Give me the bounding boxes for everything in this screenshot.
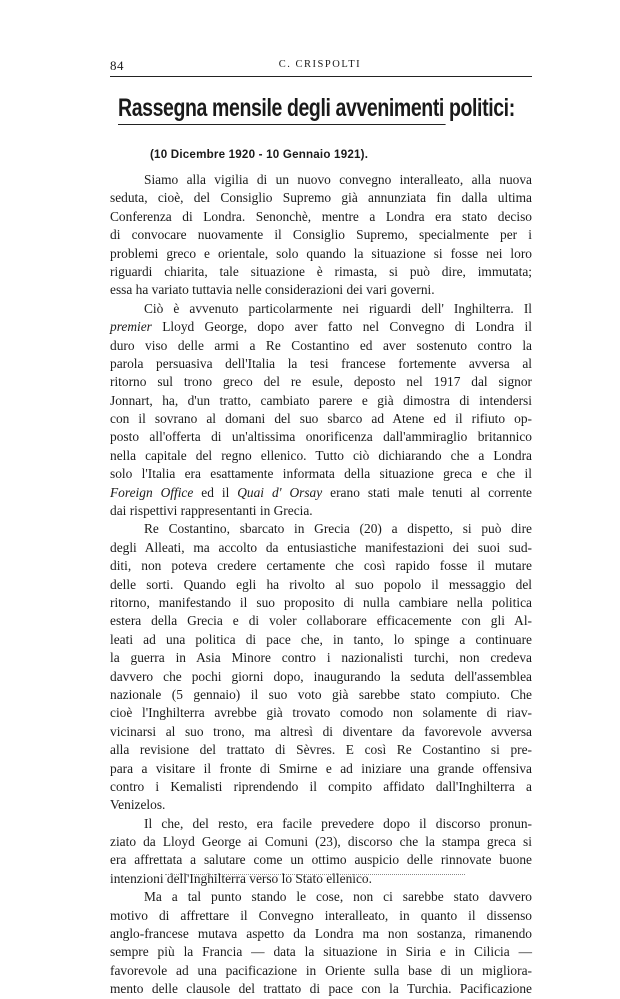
- line-text: Lloyd George, dopo aver fatto nel Convegno di Londra il: [151, 319, 532, 335]
- text-line: [110, 649, 532, 667]
- line-text: duro viso delle armi a Re Costantino ed aver sostenuto contro la: [110, 337, 532, 353]
- text-line: [110, 594, 532, 612]
- text-line: [110, 373, 532, 391]
- line-text: leati ad una politica di pace che, in tanto, lo spinge a continuare: [110, 631, 532, 647]
- text-line: [110, 355, 532, 373]
- header-rule: [110, 76, 532, 77]
- italic-text: Foreign Office: [110, 484, 194, 500]
- line-text: riguardi chiarita, tale situazione è rimasta, si può dire, immutata;: [110, 263, 532, 279]
- line-text: favorevole ad una pacificazione in Oriente sulla base di un migliora-: [110, 962, 532, 978]
- line-text: dai rispettivi rappresentanti in Grecia.: [110, 503, 313, 519]
- text-line: [110, 796, 532, 814]
- running-head: C. CRISPOLTI: [278, 59, 362, 70]
- line-text: problemi greco e orientale, solo quando la situazione si fosse nei loro: [110, 245, 532, 261]
- text-line: [110, 851, 532, 869]
- line-text: Venizelos.: [110, 797, 166, 813]
- text-line: [110, 631, 532, 649]
- text-line: [110, 189, 532, 207]
- text-line: [110, 392, 532, 410]
- text-line: [110, 962, 532, 980]
- line-text: degli Alleati, ma accolto da entusiastiche manifestazioni dei suoi sud-: [110, 539, 532, 555]
- line-text: seduta, cioè, del Consiglio Supremo già annunziata fin dalla ultima: [110, 190, 532, 206]
- text-line: [110, 870, 532, 888]
- line-text: ed il: [193, 484, 238, 500]
- line-text: intenzioni dell'Inghilterra verso lo Stato ellenico.: [110, 870, 372, 886]
- line-text: essa ha variato tuttavia nelle considerazioni dei vari governi.: [110, 282, 435, 298]
- line-text: ziato da Lloyd George ai Comuni (23), discorso che la stampa greca si: [110, 834, 532, 850]
- line-text: con il sovrano al domani del suo sbarco ad Atene ed il rifiuto op-: [110, 411, 532, 427]
- text-line: [110, 484, 532, 502]
- line-text: Ciò è avvenuto particolarmente nei riguardi dell' Inghilterra. Il: [144, 300, 532, 316]
- text-line: [110, 778, 532, 796]
- text-line: [110, 557, 532, 575]
- page-header: [110, 58, 530, 78]
- line-text: anglo-francese mutava aspetto da Londra ma non sostanza, rimanendo: [110, 926, 532, 942]
- line-text: Re Costantino, sbarcato in Grecia (20) a dispetto, si può dire: [144, 521, 532, 537]
- text-line: [110, 300, 532, 318]
- text-line: [110, 447, 532, 465]
- italic-text: premier: [110, 319, 152, 335]
- line-text: mento delle clausole del trattato di pace con la Turchia. Pacificazione: [110, 981, 532, 997]
- line-text: Il che, del resto, era facile prevedere dopo il discorso pronun-: [144, 815, 532, 831]
- text-line: [110, 171, 532, 189]
- text-line: [110, 907, 532, 925]
- text-line: [110, 520, 532, 538]
- line-text: Ma a tal punto stando le cose, non ci sarebbe stato davvero: [144, 889, 532, 905]
- text-line: [110, 502, 532, 520]
- line-text: estera della Grecia e di voler collaborare efficacemente con gli Al-: [110, 613, 532, 629]
- text-line: [110, 576, 532, 594]
- text-line: [110, 741, 532, 759]
- text-line: [110, 410, 532, 428]
- text-line: [110, 833, 532, 851]
- line-text: motivo di affrettare il Convegno interalleato, in quanto il dissenso: [110, 907, 532, 923]
- line-text: davvero che pochi giorni dopo, inaugurando la seduta dell'assemblea: [110, 668, 532, 684]
- text-line: [110, 465, 532, 483]
- text-line: [110, 925, 532, 943]
- text-line: [110, 226, 532, 244]
- line-text: solo l'Italia era esattamente informata della situazione greca e che il: [110, 466, 532, 482]
- text-line: [110, 704, 532, 722]
- line-text: sempre più la Francia — data la situazione in Siria e in Cilicia —: [110, 944, 532, 960]
- line-text: Conferenza di Londra. Senonchè, mentre a Londra era stato deciso: [110, 208, 532, 224]
- text-line: [110, 245, 532, 263]
- article-subtitle: (10 Dicembre 1920 - 10 Gennaio 1921).: [150, 148, 369, 161]
- line-text: para a visitare il fronte di Smirne e ad iniziare una grande offensiva: [110, 760, 532, 776]
- line-text: vicinarsi al suo trono, ma altresì di diventare da favorevole avversa: [110, 723, 532, 739]
- line-text: contro i Kemalisti riprendendo il compito affidato dall'Inghilterra a: [110, 778, 532, 794]
- text-line: [110, 281, 532, 299]
- line-text: nella capitale del regno ellenico. Tutto ciò dichiarando che a Londra: [110, 447, 532, 463]
- text-line: [110, 980, 532, 998]
- line-text: ritorno, manifestando il suo proposito di nulla cambiare nella politica: [110, 594, 532, 610]
- line-text: erano stati male tenuti al corrente: [322, 484, 532, 500]
- text-line: [110, 337, 532, 355]
- line-text: parola persuasiva dell'Italia la tesi francese fortemente avversa al: [110, 355, 532, 371]
- footer-smudge: [165, 874, 465, 875]
- line-text: la guerra in Asia Minore contro i nazionalisti turchi, non credeva: [110, 650, 532, 666]
- text-line: [110, 318, 532, 336]
- line-text: posto all'offerta di un'altissima onorificenza dall'ammiraglio britannico: [110, 429, 532, 445]
- italic-text: Quai d' Orsay: [237, 484, 323, 500]
- line-text: Jonnart, ha, d'un tratto, cambiato parere e già dimostra di intendersi: [110, 392, 532, 408]
- text-line: [110, 612, 532, 630]
- line-text: ritorno sul trono greco del re esule, deposto nel 1917 dal signor: [110, 374, 532, 390]
- text-line: [110, 723, 532, 741]
- line-text: delle sorti. Quando egli ha rivolto al suo popolo il messaggio del: [110, 576, 532, 592]
- text-line: [110, 428, 532, 446]
- text-line: [110, 539, 532, 557]
- text-line: [110, 263, 532, 281]
- text-line: [110, 760, 532, 778]
- text-line: [110, 686, 532, 704]
- text-line: [110, 888, 532, 906]
- line-text: Siamo alla vigilia di un nuovo convegno interalleato, alla nuova: [144, 172, 532, 187]
- line-text: cioè l'Inghilterra avrebbe già trovato comodo non solamente di riav-: [110, 705, 532, 721]
- text-line: [110, 208, 532, 226]
- line-text: alla revisione del trattato di Sèvres. E così Re Costantino si pre-: [110, 742, 532, 758]
- article-title: Rassegna mensile degli avvenimenti politici:: [118, 94, 446, 125]
- text-line: [110, 815, 532, 833]
- line-text: era affrettata a salutare come un ottimo auspicio delle rinnovate buone: [110, 852, 532, 868]
- text-line: [110, 668, 532, 686]
- line-text: di convocare nuovamente il Consiglio Supremo, specialmente per i: [110, 227, 532, 243]
- page-number: 84: [110, 58, 124, 73]
- line-text: diti, non poteva credere certamente che così rapido fosse il mutare: [110, 558, 532, 574]
- line-text: nazionale (5 gennaio) il suo voto già sarebbe stato compiuto. Che: [110, 686, 532, 702]
- text-line: [110, 943, 532, 961]
